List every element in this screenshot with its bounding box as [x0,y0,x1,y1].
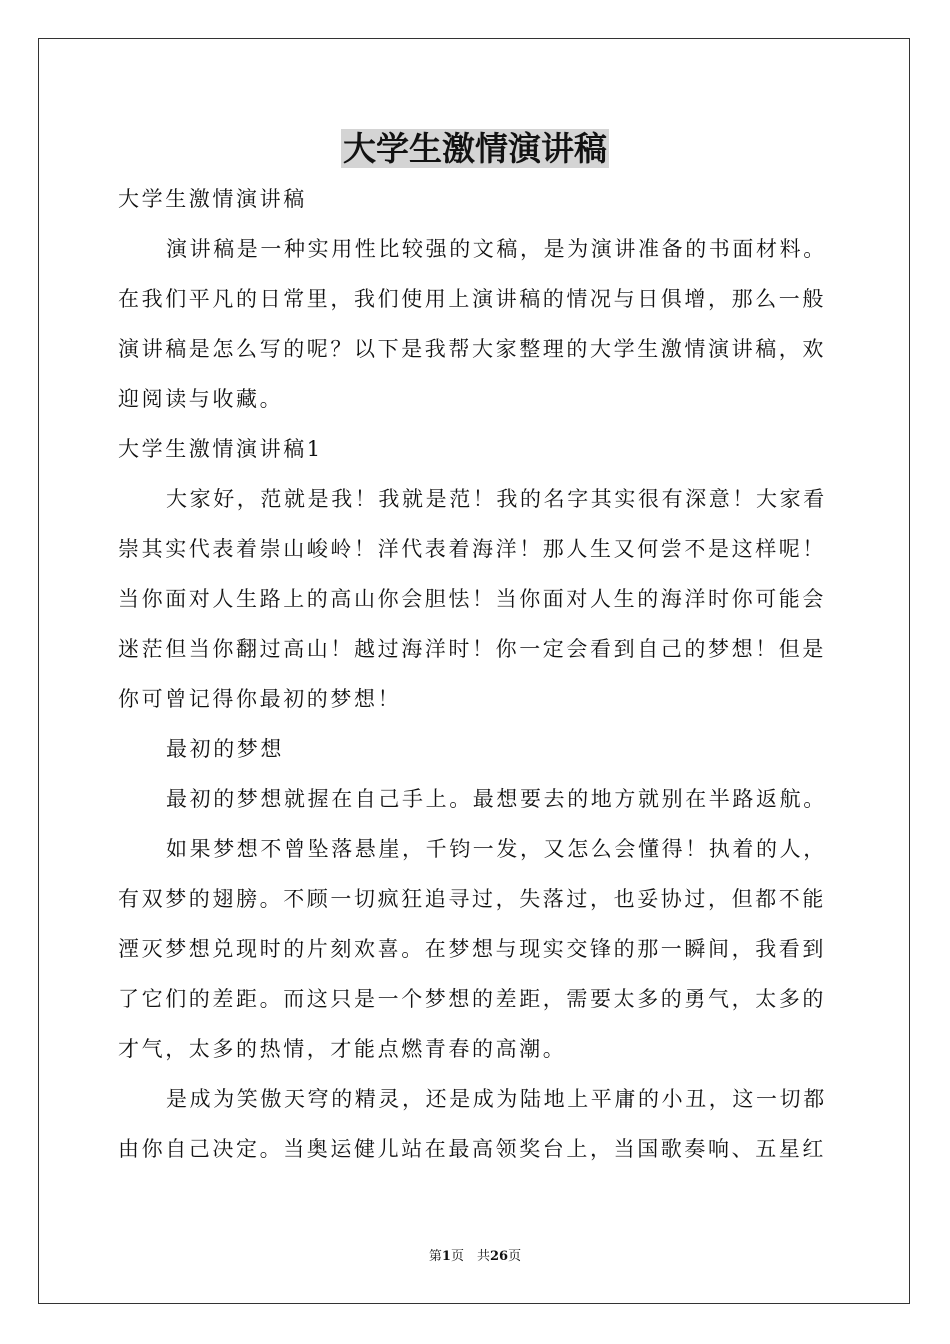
text-line: 了它们的差距。而这只是一个梦想的差距，需要太多的勇气，太多的 [118,987,826,1011]
text-line: 有双梦的翅膀。不顾一切疯狂追寻过，失落过，也妥协过，但都不能 [118,887,826,911]
text-line: 由你自己决定。当奥运健儿站在最高领奖台上，当国歌奏响、五星红 [118,1137,826,1161]
text-line: 湮灭梦想兑现时的片刻欢喜。在梦想与现实交锋的那一瞬间，我看到 [118,937,826,961]
section-heading: 大学生激情演讲稿1 [118,437,323,461]
subheading: 最初的梦想 [166,737,284,761]
text-line: 演讲稿是一种实用性比较强的文稿，是为演讲准备的书面材料。 [166,237,827,261]
text-line: 迎阅读与收藏。 [118,387,284,411]
page-border [38,38,910,1304]
text-line: 在我们平凡的日常里，我们使用上演讲稿的情况与日俱增，那么一般 [118,287,826,311]
footer-prefix: 第 [428,1249,442,1264]
text-line: 崇其实代表着崇山峻岭！洋代表着海洋！那人生又何尝不是这样呢！ [118,537,826,561]
page-footer [0,1248,950,1266]
text-line: 当你面对人生路上的高山你会胆怯！当你面对人生的海洋时你可能会 [118,587,826,611]
document-title-text: 大学生激情演讲稿 [343,129,607,168]
footer-page-number: 1 [441,1249,451,1264]
text-line: 才气，太多的热情，才能点燃青春的高潮。 [118,1037,567,1061]
text-line: 大学生激情演讲稿 [118,187,307,211]
text-line: 如果梦想不曾坠落悬崖，千钧一发，又怎么会懂得！执着的人， [166,837,827,861]
text-line: 大家好，范就是我！我就是范！我的名字其实很有深意！大家看 [166,487,827,511]
footer-suffix: 页 [508,1249,522,1264]
text-line: 是成为笑傲天穹的精灵，还是成为陆地上平庸的小丑，这一切都 [166,1087,827,1111]
text-line: 演讲稿是怎么写的呢？以下是我帮大家整理的大学生激情演讲稿，欢 [118,337,826,361]
document-title [0,124,950,174]
footer-total-pages: 26 [489,1249,509,1264]
footer-mid: 页 共 [450,1249,490,1264]
text-line: 迷茫但当你翻过高山！越过海洋时！你一定会看到自己的梦想！但是 [118,637,826,661]
text-line: 你可曾记得你最初的梦想！ [118,687,402,711]
text-line: 最初的梦想就握在自己手上。最想要去的地方就别在半路返航。 [166,787,827,811]
